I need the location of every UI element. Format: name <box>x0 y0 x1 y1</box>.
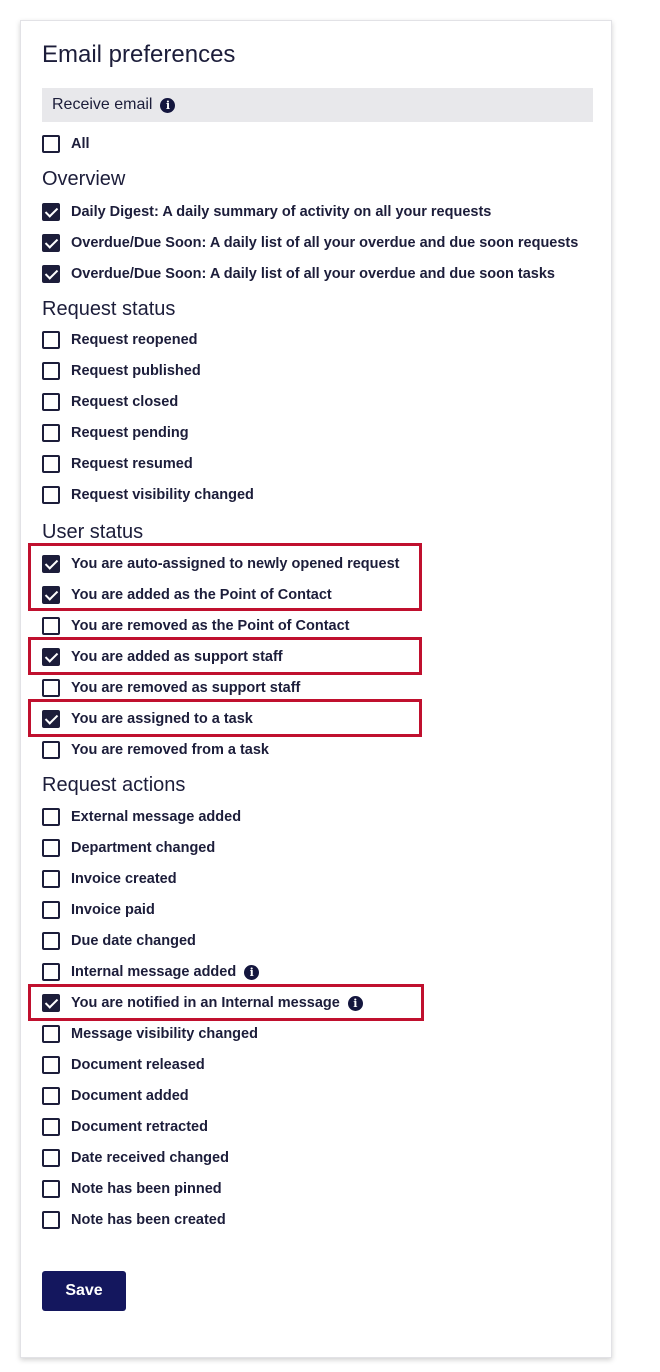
checkbox-all[interactable] <box>42 133 90 155</box>
checkbox-option[interactable] <box>42 708 253 730</box>
checkbox-label: Overdue/Due Soon: A daily list of all your overdue and due soon requests <box>71 235 579 251</box>
checkbox-label: Request resumed <box>71 456 193 472</box>
checkbox-box[interactable] <box>42 1056 60 1074</box>
checkbox-option[interactable] <box>42 677 300 699</box>
info-icon[interactable]: i <box>160 98 175 113</box>
checkbox-label: You are added as support staff <box>71 649 283 665</box>
checkbox-box[interactable] <box>42 265 60 283</box>
checkbox-label: Daily Digest: A daily summary of activity on all your requests <box>71 204 492 220</box>
checkbox-box[interactable] <box>42 393 60 411</box>
checkbox-box[interactable] <box>42 901 60 919</box>
checkbox-label: External message added <box>71 809 242 825</box>
checkbox-label: Overdue/Due Soon: A daily list of all your overdue and due soon tasks <box>71 266 555 282</box>
checkbox-option[interactable] <box>42 553 399 575</box>
section-heading-overview: Overview <box>42 168 126 190</box>
checkbox-option[interactable] <box>42 422 189 444</box>
checkbox-option[interactable] <box>42 806 241 828</box>
checkbox-box[interactable] <box>42 870 60 888</box>
checkbox-box[interactable] <box>42 331 60 349</box>
checkbox-label: Note has been pinned <box>71 1181 222 1197</box>
checkbox-option[interactable] <box>42 453 193 475</box>
checkbox-label: Message visibility changed <box>71 1026 258 1042</box>
checkbox-option[interactable] <box>42 646 283 668</box>
checkbox-option[interactable] <box>42 329 198 351</box>
checkbox-label: Request closed <box>71 394 179 410</box>
checkbox-box[interactable] <box>42 424 60 442</box>
checkbox-label: Document added <box>71 1088 189 1104</box>
checkbox-label: Note has been created <box>71 1212 226 1228</box>
checkbox-label: Invoice created <box>71 871 177 887</box>
checkbox-box[interactable] <box>42 617 60 635</box>
checkbox-option[interactable] <box>42 1209 226 1231</box>
checkbox-option[interactable] <box>42 201 491 223</box>
checkbox-label: Internal message added <box>71 964 237 980</box>
checkbox-box[interactable] <box>42 679 60 697</box>
checkbox-box[interactable] <box>42 486 60 504</box>
save-button[interactable]: Save <box>42 1271 126 1311</box>
checkbox-option[interactable] <box>42 992 363 1014</box>
checkbox-option[interactable] <box>42 1178 222 1200</box>
section-heading-user-status: User status <box>42 521 144 543</box>
checkbox-box[interactable] <box>42 710 60 728</box>
checkbox-label: You are notified in an Internal message <box>71 995 340 1011</box>
checkbox-label: Department changed <box>71 840 216 856</box>
checkbox-label: You are removed as the Point of Contact <box>71 618 350 634</box>
checkbox-option[interactable] <box>42 391 178 413</box>
checkbox-box[interactable] <box>42 362 60 380</box>
checkbox-box[interactable] <box>42 932 60 950</box>
checkbox-option[interactable] <box>42 837 215 859</box>
checkbox-label: You are assigned to a task <box>71 711 253 727</box>
checkbox-label: You are removed from a task <box>71 742 269 758</box>
checkbox-option[interactable] <box>42 1023 258 1045</box>
checkbox-box[interactable] <box>42 1087 60 1105</box>
checkbox-label: All <box>71 136 90 152</box>
checkbox-option[interactable] <box>42 263 555 285</box>
info-icon[interactable]: i <box>244 965 259 980</box>
section-heading-request-actions: Request actions <box>42 774 186 796</box>
checkbox-label: Invoice paid <box>71 902 155 918</box>
checkbox-box[interactable] <box>42 1118 60 1136</box>
checkbox-option[interactable] <box>42 1116 208 1138</box>
checkbox-box[interactable] <box>42 1211 60 1229</box>
checkbox-box[interactable] <box>42 648 60 666</box>
checkbox-box[interactable] <box>42 808 60 826</box>
checkbox-label: Request pending <box>71 425 189 441</box>
checkbox-option[interactable] <box>42 1054 205 1076</box>
checkbox-box[interactable] <box>42 994 60 1012</box>
checkbox-option[interactable] <box>42 1147 229 1169</box>
checkbox-option[interactable] <box>42 899 155 921</box>
checkbox-option[interactable] <box>42 739 269 761</box>
checkbox-label: Document released <box>71 1057 205 1073</box>
checkbox-box[interactable] <box>42 741 60 759</box>
checkbox-label: Date received changed <box>71 1150 229 1166</box>
checkbox-option[interactable] <box>42 868 177 890</box>
checkbox-label: Request visibility changed <box>71 487 254 503</box>
checkbox-label: You are auto-assigned to newly opened request <box>71 556 400 572</box>
checkbox-label: Document retracted <box>71 1119 208 1135</box>
checkbox-label: Request published <box>71 363 201 379</box>
checkbox-label: You are removed as support staff <box>71 680 301 696</box>
checkbox-label: You are added as the Point of Contact <box>71 587 332 603</box>
section-heading-request-status: Request status <box>42 298 176 320</box>
checkbox-option[interactable] <box>42 232 578 254</box>
checkbox-box[interactable] <box>42 1025 60 1043</box>
info-icon[interactable]: i <box>348 996 363 1011</box>
checkbox-box[interactable] <box>42 1180 60 1198</box>
checkbox-option[interactable] <box>42 961 259 983</box>
checkbox-option[interactable] <box>42 360 201 382</box>
checkbox-box[interactable] <box>42 455 60 473</box>
checkbox-option[interactable] <box>42 930 196 952</box>
checkbox-label: Request reopened <box>71 332 198 348</box>
checkbox-option[interactable] <box>42 584 332 606</box>
receive-email-label: Receive email <box>52 96 153 113</box>
checkbox-box[interactable] <box>42 839 60 857</box>
checkbox-option[interactable] <box>42 1085 189 1107</box>
checkbox-label: Due date changed <box>71 933 196 949</box>
checkbox-box[interactable] <box>42 203 60 221</box>
receive-email-bar <box>42 88 593 122</box>
email-preferences-card <box>20 20 612 1358</box>
checkbox-box[interactable] <box>42 586 60 604</box>
checkbox-option[interactable] <box>42 615 350 637</box>
checkbox-box[interactable] <box>42 963 60 981</box>
checkbox-box[interactable] <box>42 135 60 153</box>
checkbox-box[interactable] <box>42 1149 60 1167</box>
checkbox-option[interactable] <box>42 484 254 506</box>
page-title: Email preferences <box>42 41 236 68</box>
checkbox-box[interactable] <box>42 555 60 573</box>
checkbox-box[interactable] <box>42 234 60 252</box>
